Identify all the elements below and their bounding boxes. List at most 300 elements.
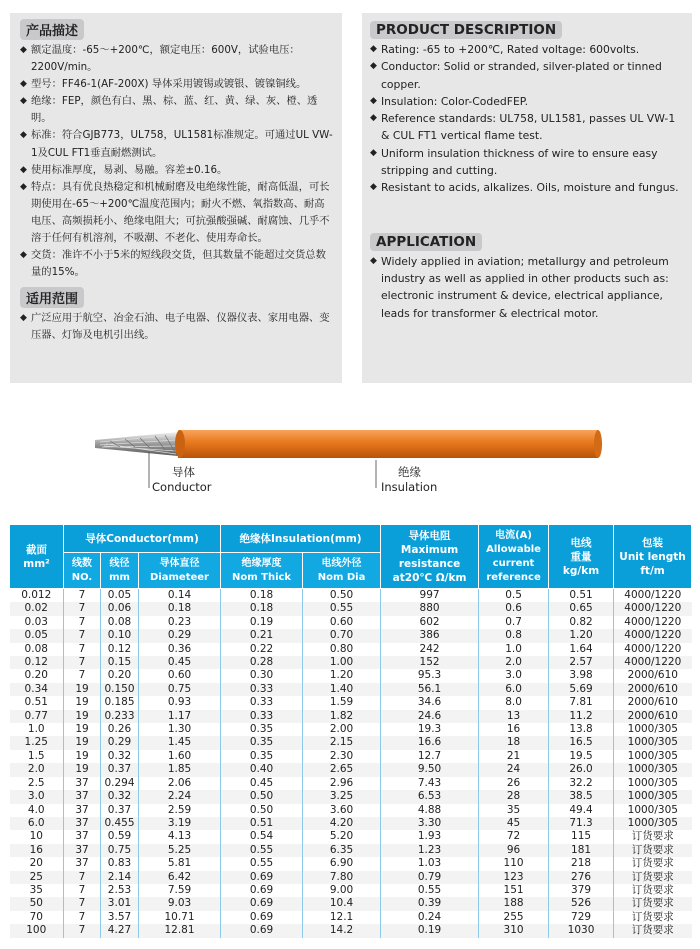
table-row: [10, 830, 692, 843]
table-row: [10, 683, 692, 696]
cell-area: 1.0: [27, 723, 45, 736]
cell-wire-dia: 0.15: [101, 656, 139, 669]
cell-resistance: 4.88: [381, 804, 479, 817]
header-strands: 线数 NO.: [64, 553, 101, 589]
cn-description-bullet-item: [20, 127, 334, 161]
cell-packing: 4000/1220: [614, 629, 692, 642]
cell-nom-dia: 6.35: [303, 844, 381, 857]
cell-conductor-dia: 4.13: [139, 830, 221, 843]
spec-table: [9, 524, 691, 938]
cell-nom-dia: 12.1: [303, 911, 381, 924]
cell-wire-dia: 3.01: [101, 897, 139, 910]
cell-packing: 1000/305: [614, 736, 692, 749]
cell-conductor-dia: 2.06: [139, 777, 221, 790]
cn-description-bullet-text: 绝缘：FEP，颜色有白、黑、棕、蓝、红、黄、绿、灰、橙、透明。: [31, 95, 318, 125]
cell-packing: 4000/1220: [614, 656, 692, 669]
cell-conductor-dia: 3.19: [139, 817, 221, 830]
table-row: [10, 710, 692, 723]
cable-drawing: [0, 390, 700, 510]
table-row: [10, 844, 692, 857]
cell-packing: 1000/305: [614, 763, 692, 776]
cell-current: 2.0: [479, 656, 549, 669]
cell-wire-dia: 0.37: [101, 763, 139, 776]
cell-resistance: 0.24: [381, 911, 479, 924]
bullet-diamond-icon: ◆: [20, 164, 27, 175]
cell-conductor-dia: 2.24: [139, 790, 221, 803]
cell-nom-dia: 3.25: [303, 790, 381, 803]
cell-nom-dia: 1.40: [303, 683, 381, 696]
cell-nom-dia: 3.60: [303, 804, 381, 817]
en-description-bullet-text: Conductor: Solid or stranded, silver-plated or tinned copper.: [381, 60, 662, 91]
cell-resistance: 12.7: [381, 750, 479, 763]
cell-conductor-dia: 2.59: [139, 804, 221, 817]
cell-wire-dia: 0.32: [101, 750, 139, 763]
bullet-diamond-icon: ◆: [20, 45, 27, 55]
cn-application-heading: 适用范围: [20, 287, 84, 308]
cell-nom-thick: 0.69: [221, 871, 303, 884]
cell-weight: 7.81: [549, 696, 614, 709]
cell-current: 35: [479, 804, 549, 817]
cell-packing: 4000/1220: [614, 602, 692, 615]
cell-nom-thick: 0.30: [221, 669, 303, 682]
cell-wire-dia: 0.83: [101, 857, 139, 870]
cell-strands: 7: [64, 656, 101, 669]
cell-strands: 37: [64, 817, 101, 830]
cell-area: 6.0: [27, 816, 45, 829]
cell-resistance: 1.03: [381, 857, 479, 870]
cell-conductor-dia: 7.59: [139, 884, 221, 897]
cell-weight: 0.51: [549, 589, 614, 603]
cell-current: 28: [479, 790, 549, 803]
cell-resistance: 0.55: [381, 884, 479, 897]
cell-area: 0.34: [24, 682, 48, 695]
cell-nom-dia: 1.82: [303, 710, 381, 723]
cell-strands: 37: [64, 844, 101, 857]
cell-strands: 7: [64, 911, 101, 924]
table-row: [10, 857, 692, 870]
cell-wire-dia: 0.26: [101, 723, 139, 736]
en-description-panel: [362, 13, 692, 383]
cell-resistance: 3.30: [381, 817, 479, 830]
cell-nom-thick: 0.55: [221, 844, 303, 857]
insulation-label-cn: 绝缘: [398, 465, 421, 479]
table-row: [10, 750, 692, 763]
cell-weight: 19.5: [549, 750, 614, 763]
cell-area: 2.0: [27, 763, 45, 776]
en-description-bullet-text: Uniform insulation thickness of wire to ensure easy stripping and cutting.: [381, 146, 658, 178]
cell-nom-dia: 1.20: [303, 669, 381, 682]
cell-strands: 7: [64, 924, 101, 937]
cell-conductor-dia: 0.45: [139, 656, 221, 669]
cell-weight: 5.69: [549, 683, 614, 696]
bullet-diamond-icon: ◆: [20, 250, 27, 261]
cell-nom-thick: 0.40: [221, 763, 303, 776]
header-resistance: 导体电阻 Maximum resistance at20℃ Ω/km: [381, 525, 479, 589]
cell-nom-dia: 0.80: [303, 643, 381, 656]
cell-nom-thick: 0.28: [221, 656, 303, 669]
cell-nom-thick: 0.69: [221, 897, 303, 910]
cell-area: 35: [29, 883, 43, 896]
cell-nom-thick: 0.69: [221, 884, 303, 897]
cell-wire-dia: 0.455: [101, 817, 139, 830]
en-application-list: [370, 253, 686, 322]
cell-conductor-dia: 5.81: [139, 857, 221, 870]
cell-wire-dia: 0.150: [101, 683, 139, 696]
conductor-label-en: Conductor: [152, 480, 212, 494]
cell-nom-dia: 2.96: [303, 777, 381, 790]
cell-resistance: 24.6: [381, 710, 479, 723]
cell-area: 1.25: [24, 736, 48, 749]
cell-resistance: 6.53: [381, 790, 479, 803]
bullet-diamond-icon: ◆: [370, 95, 377, 106]
cn-application-list: [20, 310, 334, 344]
cell-strands: 19: [64, 723, 101, 736]
cn-description-heading: 产品描述: [20, 19, 84, 40]
cell-packing: 订货要求: [614, 830, 692, 843]
cell-area: 0.51: [24, 696, 48, 709]
cn-description-bullet-text: 特点：具有优良热稳定和机械耐磨及电绝缘性能，耐高低温，可长期使用在-65～+200℃温度范围内；耐火不燃、氧指数高、耐高电压、高频损耗小、绝缘电阻大；可抗强酸强碱、耐腐蚀、几乎不溶于任何有机溶剂，不吸潮、不老化、使用寿命长。: [31, 180, 330, 245]
cell-nom-dia: 6.90: [303, 857, 381, 870]
cell-conductor-dia: 0.93: [139, 696, 221, 709]
table-row: [10, 616, 692, 629]
header-conductor-dia: 导体直径 Diameteer: [139, 553, 221, 589]
cell-conductor-dia: 0.75: [139, 683, 221, 696]
cell-resistance: 1.93: [381, 830, 479, 843]
en-description-bullet-item: [370, 93, 686, 110]
table-row: [10, 602, 692, 615]
cell-conductor-dia: 1.30: [139, 723, 221, 736]
cell-resistance: 0.79: [381, 871, 479, 884]
cell-resistance: 34.6: [381, 696, 479, 709]
cell-weight: 181: [549, 844, 614, 857]
cell-current: 255: [479, 911, 549, 924]
cell-conductor-dia: 9.03: [139, 897, 221, 910]
cell-resistance: 152: [381, 656, 479, 669]
cn-description-bullet-item: [20, 42, 334, 76]
cell-packing: 4000/1220: [614, 643, 692, 656]
cell-nom-dia: 2.15: [303, 736, 381, 749]
cell-weight: 2.57: [549, 656, 614, 669]
cell-strands: 37: [64, 777, 101, 790]
cell-resistance: 7.43: [381, 777, 479, 790]
cell-nom-dia: 1.59: [303, 696, 381, 709]
table-row: [10, 790, 692, 803]
cell-conductor-dia: 0.60: [139, 669, 221, 682]
cell-packing: 订货要求: [614, 871, 692, 884]
cell-resistance: 56.1: [381, 683, 479, 696]
cell-area: 2.5: [27, 776, 45, 789]
bullet-diamond-icon: ◆: [370, 113, 377, 124]
cell-weight: 32.2: [549, 777, 614, 790]
cell-conductor-dia: 10.71: [139, 911, 221, 924]
conductor-strands: [95, 432, 178, 456]
cell-strands: 37: [64, 830, 101, 843]
cn-description-bullet-item: [20, 76, 334, 93]
header-packing: 包装 Unit length ft/m: [614, 525, 692, 589]
cell-nom-dia: 0.50: [303, 589, 381, 603]
cell-weight: 16.5: [549, 736, 614, 749]
header-conductor-group: 导体Conductor(mm): [64, 525, 221, 553]
cell-current: 0.7: [479, 616, 549, 629]
cell-strands: 7: [64, 897, 101, 910]
cell-weight: 11.2: [549, 710, 614, 723]
header-nom-thick: 绝缘厚度 Nom Thick: [221, 553, 303, 589]
cell-packing: 订货要求: [614, 884, 692, 897]
cn-application-bullet-item: [20, 310, 334, 344]
conductor-label-cn: 导体: [172, 465, 195, 479]
cn-description-bullet-text: 额定温度：-65～+200℃，额定电压：600V，试验电压：2200V/min。: [31, 44, 300, 74]
en-application-heading: APPLICATION: [370, 233, 482, 251]
cell-resistance: 1.23: [381, 844, 479, 857]
header-current: 电流(A) Allowable current reference: [479, 525, 549, 589]
header-nom-dia: 电线外径 Nom Dia: [303, 553, 381, 589]
cell-strands: 19: [64, 710, 101, 723]
cell-weight: 3.98: [549, 669, 614, 682]
cell-resistance: 997: [381, 589, 479, 603]
cell-area: 50: [29, 897, 43, 910]
cn-description-bullet-text: 型号：FF46-1(AF-200X) 导体采用镀锡或镀银、镀镍铜线。: [31, 78, 307, 91]
en-description-bullet-text: Rating: -65 to +200℃, Rated voltage: 600volts.: [381, 43, 640, 56]
cell-resistance: 95.3: [381, 669, 479, 682]
cell-packing: 2000/610: [614, 696, 692, 709]
cell-current: 310: [479, 924, 549, 937]
cell-weight: 1030: [549, 924, 614, 937]
cn-description-list: [20, 42, 334, 281]
cell-resistance: 242: [381, 643, 479, 656]
cell-nom-thick: 0.50: [221, 804, 303, 817]
cell-conductor-dia: 1.17: [139, 710, 221, 723]
cell-nom-thick: 0.33: [221, 710, 303, 723]
cell-wire-dia: 0.37: [101, 804, 139, 817]
cell-resistance: 9.50: [381, 763, 479, 776]
cell-nom-dia: 2.30: [303, 750, 381, 763]
cell-area: 0.012: [21, 589, 52, 601]
cell-current: 13: [479, 710, 549, 723]
cell-conductor-dia: 0.18: [139, 602, 221, 615]
cn-description-bullet-text: 交货：准许不小于5米的短线段交货，但其数量不能超过交货总数量的15%。: [31, 249, 326, 279]
en-description-bullet-item: [370, 145, 686, 180]
table-row: [10, 777, 692, 790]
cn-description-bullet-item: [20, 93, 334, 127]
cn-description-bullet-text: 使用标准厚度，易剥、易融。容差±0.16。: [31, 163, 228, 176]
cell-packing: 订货要求: [614, 911, 692, 924]
cell-area: 0.12: [24, 656, 48, 669]
cell-resistance: 16.6: [381, 736, 479, 749]
table-body: [10, 589, 692, 938]
cell-resistance: 602: [381, 616, 479, 629]
cell-current: 151: [479, 884, 549, 897]
cell-nom-thick: 0.35: [221, 750, 303, 763]
table-header: [10, 525, 692, 589]
header-insulation-group: 绝缘体Insulation(mm): [221, 525, 381, 553]
cell-nom-dia: 2.65: [303, 763, 381, 776]
bullet-diamond-icon: ◆: [370, 61, 377, 72]
en-description-list: [370, 41, 686, 197]
cell-current: 6.0: [479, 683, 549, 696]
cell-nom-dia: 9.00: [303, 884, 381, 897]
cell-packing: 订货要求: [614, 857, 692, 870]
cell-nom-dia: 5.20: [303, 830, 381, 843]
cell-strands: 7: [64, 643, 101, 656]
cn-application-bullet-text: 广泛应用于航空、冶金石油、电子电器、仪器仪表、家用电器、变压器、灯饰及电机引出线。: [31, 312, 330, 342]
table-row: [10, 871, 692, 884]
cell-weight: 218: [549, 857, 614, 870]
cell-conductor-dia: 0.36: [139, 643, 221, 656]
cell-area: 20: [29, 857, 43, 870]
en-description-bullet-text: Reference standards: UL758, UL1581, passes UL VW-1 & CUL FT1 vertical flame test.: [381, 112, 676, 143]
cell-strands: 19: [64, 736, 101, 749]
cell-packing: 4000/1220: [614, 616, 692, 629]
cell-nom-thick: 0.33: [221, 683, 303, 696]
cell-weight: 526: [549, 897, 614, 910]
header-wire-dia: 线径 mm: [101, 553, 139, 589]
cell-wire-dia: 0.32: [101, 790, 139, 803]
cell-strands: 37: [64, 857, 101, 870]
bullet-diamond-icon: ◆: [20, 313, 27, 324]
cell-conductor-dia: 0.14: [139, 589, 221, 603]
cell-strands: 7: [64, 629, 101, 642]
cell-weight: 115: [549, 830, 614, 843]
cell-conductor-dia: 0.29: [139, 629, 221, 642]
cell-area: 3.0: [27, 790, 45, 803]
cell-nom-dia: 1.00: [303, 656, 381, 669]
cell-strands: 7: [64, 871, 101, 884]
cell-nom-dia: 10.4: [303, 897, 381, 910]
cn-description-bullet-item: [20, 247, 334, 281]
cell-resistance: 386: [381, 629, 479, 642]
cell-weight: 38.5: [549, 790, 614, 803]
cell-nom-dia: 0.70: [303, 629, 381, 642]
cell-wire-dia: 0.06: [101, 602, 139, 615]
table-row: [10, 817, 692, 830]
cell-current: 123: [479, 871, 549, 884]
en-application-bullet-text: Widely applied in aviation; metallurgy and petroleum industry as well as applied in other products such as: electronic instrument & device, electrical appliance, leads for transformer & electrical motor.: [381, 254, 669, 320]
cell-area: 0.05: [24, 629, 48, 642]
table-row: [10, 763, 692, 776]
cn-description-bullet-item: [20, 179, 334, 247]
table-row: [10, 696, 692, 709]
cell-weight: 49.4: [549, 804, 614, 817]
cell-packing: 2000/610: [614, 710, 692, 723]
cell-resistance: 19.3: [381, 723, 479, 736]
cell-conductor-dia: 1.45: [139, 736, 221, 749]
cn-description-panel: [10, 13, 342, 383]
cell-packing: 1000/305: [614, 790, 692, 803]
cell-strands: 7: [64, 884, 101, 897]
table-row: [10, 884, 692, 897]
cell-nom-thick: 0.19: [221, 616, 303, 629]
cell-resistance: 0.19: [381, 924, 479, 937]
cell-nom-thick: 0.18: [221, 589, 303, 603]
cell-weight: 13.8: [549, 723, 614, 736]
bullet-diamond-icon: ◆: [370, 147, 377, 158]
cell-current: 3.0: [479, 669, 549, 682]
cell-nom-dia: 4.20: [303, 817, 381, 830]
cell-conductor-dia: 6.42: [139, 871, 221, 884]
cell-packing: 4000/1220: [614, 589, 692, 603]
cell-strands: 37: [64, 790, 101, 803]
cell-nom-dia: 7.80: [303, 871, 381, 884]
table-row: [10, 656, 692, 669]
cell-current: 26: [479, 777, 549, 790]
table-row: [10, 897, 692, 910]
cell-wire-dia: 0.08: [101, 616, 139, 629]
cell-current: 72: [479, 830, 549, 843]
cell-nom-thick: 0.54: [221, 830, 303, 843]
cell-weight: 0.82: [549, 616, 614, 629]
cell-weight: 1.64: [549, 643, 614, 656]
cell-area: 0.77: [24, 709, 48, 722]
cell-strands: 7: [64, 589, 101, 603]
cell-packing: 1000/305: [614, 777, 692, 790]
cell-conductor-dia: 12.81: [139, 924, 221, 937]
cell-packing: 1000/305: [614, 750, 692, 763]
cell-wire-dia: 2.53: [101, 884, 139, 897]
cell-wire-dia: 4.27: [101, 924, 139, 937]
cell-packing: 订货要求: [614, 897, 692, 910]
cell-nom-dia: 0.55: [303, 602, 381, 615]
cell-strands: 19: [64, 696, 101, 709]
cell-wire-dia: 0.12: [101, 643, 139, 656]
table-row: [10, 629, 692, 642]
cell-weight: 1.20: [549, 629, 614, 642]
cell-packing: 2000/610: [614, 669, 692, 682]
table-row: [10, 924, 692, 937]
cell-current: 24: [479, 763, 549, 776]
en-description-bullet-item: [370, 58, 686, 93]
table-row: [10, 589, 692, 603]
cell-current: 8.0: [479, 696, 549, 709]
cell-area: 10: [29, 830, 43, 843]
cell-strands: 19: [64, 683, 101, 696]
cell-area: 1.5: [27, 749, 45, 762]
cell-strands: 7: [64, 602, 101, 615]
table-row: [10, 736, 692, 749]
cell-strands: 7: [64, 616, 101, 629]
en-description-bullet-item: [370, 41, 686, 58]
cell-strands: 7: [64, 669, 101, 682]
cell-packing: 1000/305: [614, 804, 692, 817]
cell-area: 4.0: [27, 803, 45, 816]
cell-strands: 19: [64, 763, 101, 776]
cell-current: 110: [479, 857, 549, 870]
table-row: [10, 669, 692, 682]
cell-wire-dia: 2.14: [101, 871, 139, 884]
cell-nom-thick: 0.69: [221, 924, 303, 937]
cell-current: 96: [479, 844, 549, 857]
cell-wire-dia: 0.75: [101, 844, 139, 857]
table-row: [10, 911, 692, 924]
cell-area: 25: [29, 870, 43, 883]
cell-strands: 37: [64, 804, 101, 817]
cell-nom-thick: 0.18: [221, 602, 303, 615]
cell-wire-dia: 0.233: [101, 710, 139, 723]
cable-illustration: [0, 390, 700, 510]
cell-nom-thick: 0.55: [221, 857, 303, 870]
cell-wire-dia: 0.59: [101, 830, 139, 843]
bullet-diamond-icon: ◆: [370, 255, 377, 266]
en-description-bullet-item: [370, 179, 686, 196]
en-description-heading: PRODUCT DESCRIPTION: [370, 21, 562, 39]
cell-conductor-dia: 0.23: [139, 616, 221, 629]
en-description-bullet-text: Resistant to acids, alkalizes. Oils, moisture and fungus.: [381, 181, 679, 195]
cell-current: 18: [479, 736, 549, 749]
cell-current: 1.0: [479, 643, 549, 656]
bullet-diamond-icon: ◆: [370, 44, 377, 54]
bullet-diamond-icon: ◆: [20, 181, 27, 192]
cell-packing: 1000/305: [614, 723, 692, 736]
cell-nom-thick: 0.35: [221, 723, 303, 736]
